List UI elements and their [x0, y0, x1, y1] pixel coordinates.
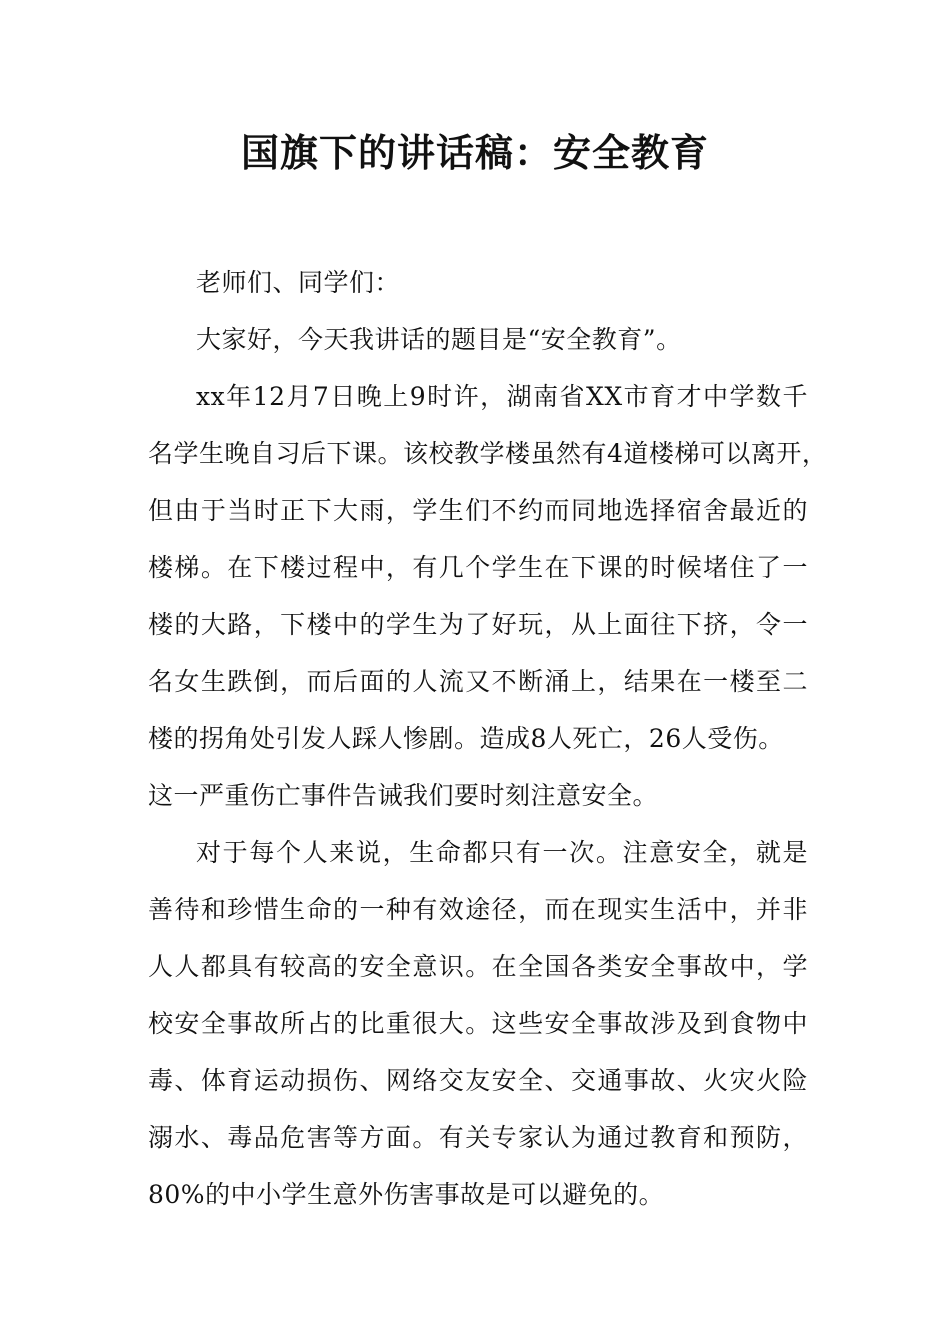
paragraph-line: 对于每个人来说，生命都只有一次。注意安全，就是	[196, 838, 808, 867]
paragraph-line: 善待和珍惜生命的一种有效途径，而在现实生活中，并非	[148, 895, 808, 924]
greeting-line: 大家好，今天我讲话的题目是“安全教育”。	[196, 325, 682, 354]
paragraph-line: 名女生跌倒，而后面的人流又不断涌上，结果在一楼至二	[148, 667, 808, 696]
paragraph-line: 这一严重伤亡事件告诫我们要时刻注意安全。	[148, 781, 659, 810]
paragraph-line: 溺水、毒品危害等方面。有关专家认为通过教育和预防，	[148, 1123, 808, 1152]
paragraph-line: 但由于当时正下大雨，学生们不约而同地选择宿舍最近的	[148, 496, 808, 525]
paragraph-line: 名学生晚自习后下课。该校教学楼虽然有4道楼梯可以离开，	[148, 439, 828, 468]
paragraph-line: 校安全事故所占的比重很大。这些安全事故涉及到食物中	[148, 1009, 808, 1038]
paragraph-line: 楼梯。在下楼过程中，有几个学生在下课的时候堵住了一	[148, 553, 808, 582]
paragraph-line: 人人都具有较高的安全意识。在全国各类安全事故中，学	[148, 952, 808, 981]
paragraph-line: 毒、体育运动损伤、网络交友安全、交通事故、火灾火险	[148, 1066, 808, 1095]
salutation-line: 老师们、同学们：	[196, 268, 401, 297]
paragraph-line: 楼的拐角处引发人踩人惨剧。造成8人死亡，26人受伤。	[148, 724, 784, 753]
page-title: 国旗下的讲话稿：安全教育	[240, 131, 709, 175]
paragraph-line: xx年12月7日晚上9时许，湖南省XX市育才中学数千	[196, 382, 808, 411]
paragraph-line: 80%的中小学生意外伤害事故是可以避免的。	[148, 1180, 665, 1209]
paragraph-line: 楼的大路，下楼中的学生为了好玩，从上面往下挤，令一	[148, 610, 808, 639]
